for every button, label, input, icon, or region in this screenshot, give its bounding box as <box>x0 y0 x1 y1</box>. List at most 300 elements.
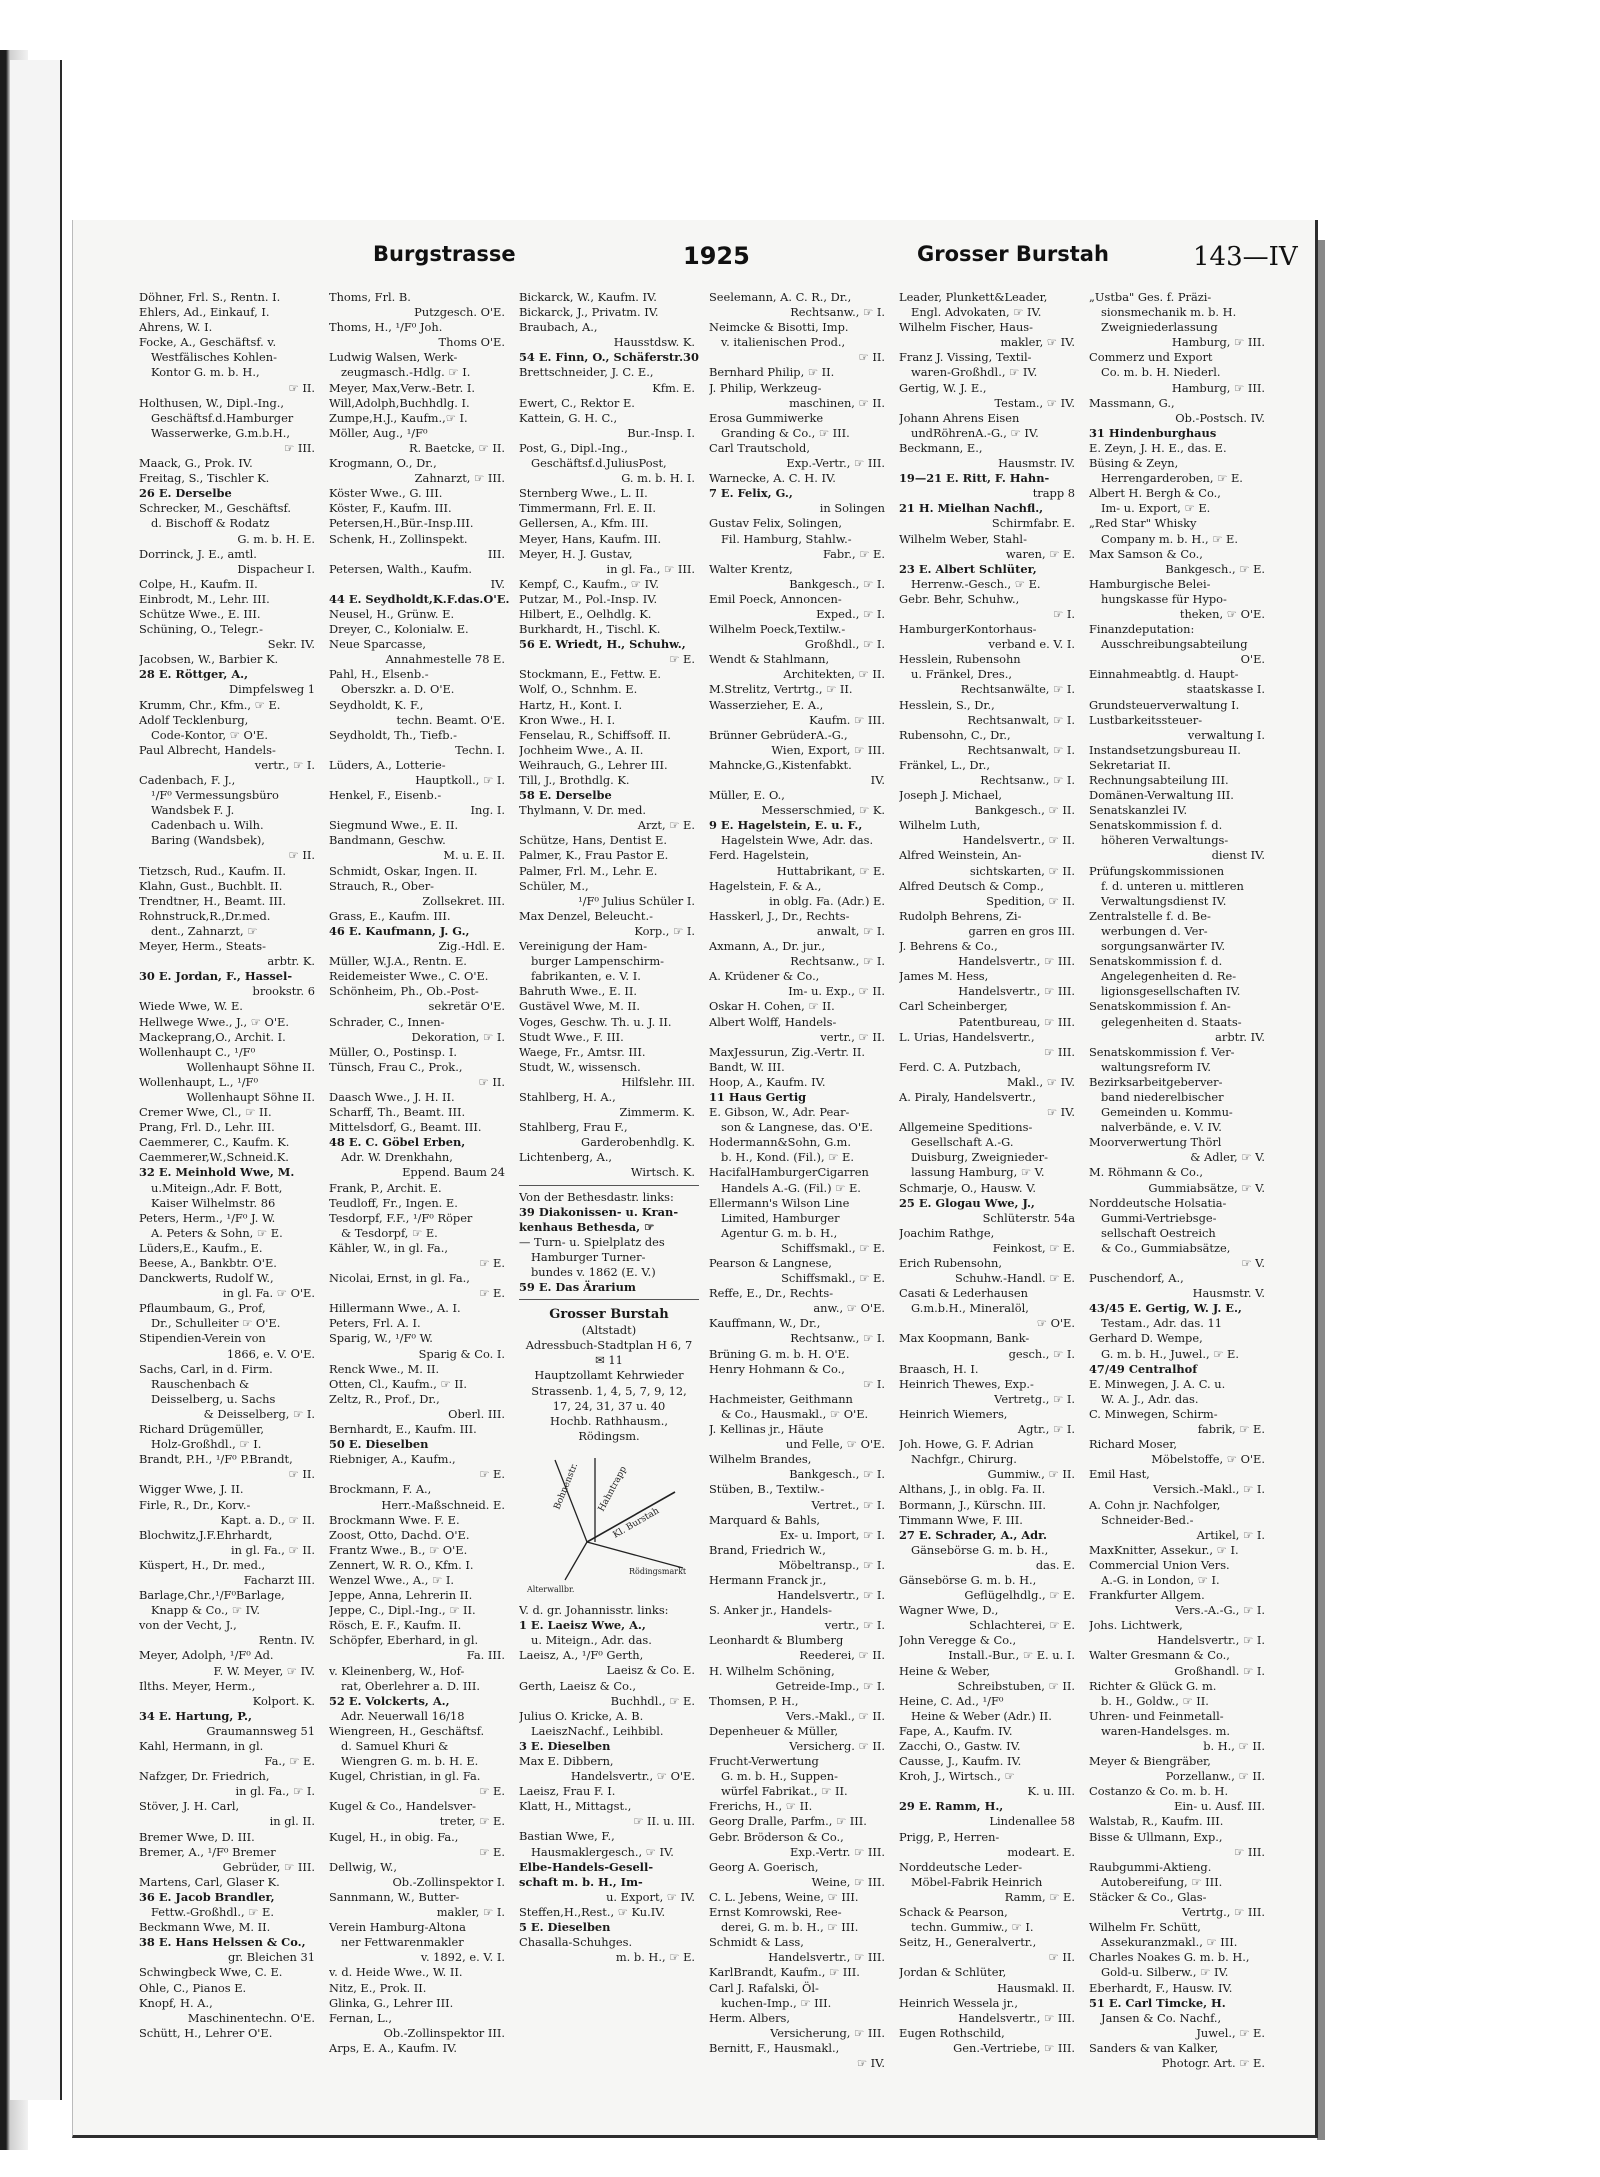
directory-entry: vertr., ☞ II. <box>820 1029 885 1044</box>
directory-entry: Johann Ahrens Eisen <box>899 410 1020 425</box>
map-label-alterwallbr: Alterwallbr. <box>527 1584 575 1594</box>
directory-entry: Bur.-Insp. I. <box>627 425 695 440</box>
directory-entry: Franz J. Vissing, Textil- <box>899 350 1032 365</box>
directory-entry: Wasserzieher, E. A., <box>709 697 824 712</box>
directory-entry: b. H., Kond. (Fil.), ☞ E. <box>721 1150 854 1165</box>
directory-entry: Fa., ☞ E. <box>264 1754 315 1769</box>
directory-entry: Riebniger, A., Kaufm., <box>329 1452 456 1467</box>
directory-entry: ¹/F⁰ Julius Schüler I. <box>578 893 695 908</box>
directory-entry: Stipendien-Verein von <box>139 1331 266 1346</box>
directory-entry: Reidemeister Wwe., C. O'E. <box>329 969 489 984</box>
directory-entry: Reederei, ☞ II. <box>799 1648 885 1663</box>
directory-entry: Walstab, R., Kaufm. III. <box>1089 1814 1224 1829</box>
directory-entry: ☞ III. <box>284 440 315 455</box>
directory-entry: Charles Noakes G. m. b. H., <box>1089 1950 1250 1965</box>
directory-entry: Trendtner, H., Beamt. III. <box>139 893 286 908</box>
directory-entry: Thoms O'E. <box>438 335 505 350</box>
directory-entry: MaxKnitter, Assekur., ☞ I. <box>1089 1542 1239 1557</box>
directory-entry: Causse, J., Kaufm. IV. <box>899 1754 1022 1769</box>
directory-entry: Brockmann, F. A., <box>329 1482 432 1497</box>
directory-entry: & Co., Gummiabsätze, <box>1101 1240 1231 1255</box>
directory-entry: Agtr., ☞ I. <box>1017 1422 1075 1437</box>
directory-entry: Norddeutsche Holsatia- <box>1089 1195 1227 1210</box>
directory-entry: Fränkel, L., Dr., <box>899 757 990 772</box>
directory-entry: Senatskommission f. Ver- <box>1089 1044 1235 1059</box>
directory-entry: modeart. E. <box>1007 1844 1075 1859</box>
directory-entry: würfel Fabrikat., ☞ II. <box>721 1784 848 1799</box>
directory-entry: Instandsetzungsbureau II. <box>1089 742 1241 757</box>
directory-entry: Co. m. b. H. Niederl. <box>1101 365 1221 380</box>
directory-entry: Sekr. IV. <box>267 637 315 652</box>
directory-entry: Ohle, C., Pianos E. <box>139 1980 247 1995</box>
directory-entry: Petersen, Walth., Kaufm. <box>329 561 473 576</box>
directory-entry: Schlüterstr. 54a <box>982 1210 1075 1225</box>
directory-entry: Schüning, O., Telegr.- <box>139 622 264 637</box>
directory-entry: Hauptzollamt Kehrwieder <box>534 1368 684 1383</box>
directory-entry: Tesdorpf, F.F., ¹/F⁰ Röper <box>329 1210 473 1225</box>
directory-entry: Westfälisches Kohlen- <box>151 350 277 365</box>
directory-entry: Peters, Frl. A. I. <box>329 1316 421 1331</box>
directory-entry: Waege, Fr., Amtsr. III. <box>519 1044 646 1059</box>
directory-entry: von der Vecht, J., <box>139 1618 237 1633</box>
directory-entry: Maschinentechn. O'E. <box>187 2010 315 2025</box>
directory-entry: M. u. E. II. <box>443 848 505 863</box>
directory-entry: Daasch Wwe., J. H. II. <box>329 1089 455 1104</box>
directory-entry: Wasserwerke, G.m.b.H., <box>151 425 291 440</box>
header-page-number: 143—IV <box>1193 242 1298 272</box>
directory-entry: E. Zeyn, J. H. E., das. E. <box>1089 440 1227 455</box>
directory-entry: Testam., ☞ IV. <box>994 395 1075 410</box>
directory-entry: waren-Handelsges. m. <box>1101 1723 1231 1738</box>
directory-entry: Pflaumbaum, G., Prof, <box>139 1301 266 1316</box>
directory-entry: Max Koopmann, Bank- <box>899 1331 1030 1346</box>
directory-entry: Bernitt, F., Hausmakl., <box>709 2040 840 2055</box>
directory-entry: Cremer Wwe, Cl., ☞ II. <box>139 1105 272 1120</box>
directory-entry: Agentur G. m. b. H., <box>721 1225 838 1240</box>
street-section-title: Grosser Burstah <box>549 1307 669 1323</box>
directory-entry: Putzgesch. O'E. <box>414 305 505 320</box>
column-4 <box>709 290 889 2120</box>
directory-entry: Schmidt, Oskar, Ingen. II. <box>329 863 478 878</box>
directory-entry: Bankgesch., ☞ E. <box>1165 561 1265 576</box>
directory-entry: kuchen-Imp., ☞ III. <box>721 1995 832 2010</box>
directory-entry: Vers.-A.-G., ☞ I. <box>1175 1603 1265 1618</box>
directory-entry: Kugel, H., in obig. Fa., <box>329 1829 459 1844</box>
directory-entry: b. H., Goldw., ☞ II. <box>1101 1693 1209 1708</box>
directory-entry: 1866, e. V. O'E. <box>226 1346 315 1361</box>
directory-entry: Spedition, ☞ II. <box>986 893 1075 908</box>
directory-entry: u. Fränkel, Dres., <box>911 667 1012 682</box>
directory-entry: Handelsvertr., ☞ II. <box>962 833 1075 848</box>
directory-entry: M. Röhmann & Co., <box>1089 1165 1203 1180</box>
directory-entry: Wolf, O., Schnhm. E. <box>519 682 638 697</box>
directory-entry: Stahlberg, Frau F., <box>519 1120 628 1135</box>
directory-entry: Porzellanw., ☞ II. <box>1165 1769 1265 1784</box>
directory-entry: garren en gros III. <box>968 923 1075 938</box>
directory-entry: Strassenb. 1, 4, 5, 7, 9, 12, <box>531 1383 687 1398</box>
directory-entry: Einnahmeabtlg. d. Haupt- <box>1089 667 1239 682</box>
directory-entry: Einbrodt, M., Lehr. III. <box>139 591 270 606</box>
directory-entry: ☞ II. <box>288 380 315 395</box>
directory-entry: Petersen,H.,Bür.-Insp.III. <box>329 516 474 531</box>
directory-entry: Dimpfelsweg 1 <box>229 682 315 697</box>
directory-entry: Handelsvertr., ☞ I. <box>777 1588 885 1603</box>
directory-entry: Studt Wwe., F. III. <box>519 1029 624 1044</box>
directory-entry: Grundsteuerverwaltung I. <box>1089 697 1240 712</box>
directory-entry: Thoms, H., ¹/F⁰ Joh. <box>329 320 443 335</box>
map-label-hahntrapp: Hahntrapp <box>596 1464 629 1514</box>
directory-entry: O'E. <box>1240 652 1265 667</box>
directory-entry: d. Bischoff & Rodatz <box>151 516 270 531</box>
directory-entry: A. Cohn jr. Nachfolger, <box>1089 1497 1221 1512</box>
directory-entry: verwaltung I. <box>1187 727 1265 742</box>
directory-entry: Gustävel Wwe, M. II. <box>519 999 641 1014</box>
directory-entry: Otten, Cl., Kaufm., ☞ II. <box>329 1376 468 1391</box>
directory-entry: Dekoration, ☞ I. <box>411 1029 505 1044</box>
directory-entry: Fettw.-Großhdl., ☞ E. <box>151 1905 274 1920</box>
directory-entry: Knopf, H. A., <box>139 1995 213 2010</box>
map-street-line <box>587 1542 683 1568</box>
directory-entry: Handelsvertr., ☞ III. <box>768 1950 885 1965</box>
directory-entry: Carl Trautschold, <box>709 440 810 455</box>
map-street-line <box>565 1542 587 1580</box>
directory-entry: Henkel, F., Eisenb.- <box>329 788 442 803</box>
directory-entry: Hesslein, S., Dr., <box>899 697 995 712</box>
house-number-entry: 51 E. Carl Timcke, H. <box>1089 1995 1226 2010</box>
directory-entry: Neusel, H., Grünw. E. <box>329 606 455 621</box>
directory-entry: Hamburger Turner- <box>531 1249 646 1264</box>
directory-entry: F. W. Meyer, ☞ IV. <box>213 1663 315 1678</box>
directory-entry: Schüler, M., <box>519 878 589 893</box>
directory-entry: G. m. b. H. E. <box>237 531 315 546</box>
directory-entry: anwalt, ☞ I. <box>816 923 885 938</box>
directory-entry: Herm. Albers, <box>709 2010 790 2025</box>
directory-entry: Arzt, ☞ E. <box>637 818 695 833</box>
directory-entry: (Altstadt) <box>581 1323 637 1338</box>
house-number-entry: 56 E. Wriedt, H., Schuhw., <box>519 637 686 652</box>
directory-entry: Verein Hamburg-Altona <box>329 1920 466 1935</box>
directory-entry: Handelsvertr., ☞ I. <box>1157 1633 1265 1648</box>
directory-entry: d. Samuel Khuri & <box>341 1739 449 1753</box>
directory-entry: Braasch, H. I. <box>899 1361 979 1376</box>
directory-entry: Fernan, L., <box>329 2010 392 2025</box>
directory-entry: Georg A. Goerisch, <box>709 1859 819 1874</box>
directory-entry: Frank, P., Archit. E. <box>329 1180 442 1195</box>
directory-entry: Kroh, J., Wirtsch., ☞ <box>899 1769 1015 1784</box>
directory-entry: Schirmfabr. E. <box>991 516 1075 531</box>
directory-entry: ¹/F⁰ Vermessungsbüro <box>151 788 279 803</box>
directory-entry: Hausmakl. II. <box>997 1980 1075 1995</box>
directory-entry: Senatskommission f. d. <box>1089 954 1223 969</box>
directory-entry: Wiengren G. m. b. H. E. <box>341 1754 479 1769</box>
directory-entry: ☞ II. u. III. <box>633 1814 695 1829</box>
directory-entry: Ferd. C. A. Putzbach, <box>899 1059 1022 1074</box>
directory-entry: Im- u. Exp., ☞ II. <box>788 984 885 999</box>
directory-entry: Brünner GebrüderA.-G., <box>709 727 848 742</box>
directory-entry: Versich.-Makl., ☞ I. <box>1153 1482 1265 1497</box>
directory-entry: Wilhelm Fischer, Haus- <box>899 320 1033 335</box>
directory-entry: Nafzger, Dr. Friedrich, <box>139 1769 270 1784</box>
directory-entry: Seydholdt, K. F., <box>329 697 424 712</box>
directory-entry: Meyer, H. J. Gustav, <box>519 546 633 561</box>
directory-entry: Brettschneider, J. C. E., <box>519 365 654 380</box>
directory-entry: Hausmstr. IV. <box>998 456 1075 471</box>
directory-entry: Arps, E. A., Kaufm. IV. <box>329 2040 457 2055</box>
directory-entry: Wilhelm Brandes, <box>709 1452 812 1467</box>
directory-entry: Stockmann, E., Fettw. E. <box>519 667 661 682</box>
directory-entry: Alfred Weinstein, An- <box>899 848 1022 863</box>
directory-entry: rat, Oberlehrer a. D. III. <box>341 1678 480 1693</box>
directory-entry: Makl., ☞ IV. <box>1006 1074 1075 1089</box>
directory-entry: LaeiszNachf., Leihbibl. <box>531 1723 664 1738</box>
directory-entry: Kugel & Co., Handelsver- <box>329 1799 476 1814</box>
directory-entry: Assekuranzmakl., ☞ III. <box>1101 1935 1238 1950</box>
directory-entry: „Red Star" Whisky <box>1089 516 1197 531</box>
directory-entry: Maack, G., Prok. IV. <box>139 456 253 471</box>
directory-entry: Duisburg, Zweignieder- <box>911 1150 1048 1165</box>
directory-entry: gesch., ☞ I. <box>1008 1346 1075 1361</box>
directory-entry: Tünsch, Frau C., Prok., <box>329 1059 463 1074</box>
directory-entry: ☞ II. <box>288 1467 315 1482</box>
directory-entry: Engl. Advokaten, ☞ IV. <box>911 305 1042 320</box>
directory-entry: arbtr. IV. <box>1215 1029 1265 1044</box>
directory-entry: Kolport. K. <box>252 1693 315 1708</box>
house-number-entry: 3 E. Dieselben <box>519 1738 611 1753</box>
directory-entry: Erich Rubensohn, <box>899 1256 1003 1270</box>
directory-entry: fabrik, ☞ E. <box>1197 1422 1265 1437</box>
directory-entry: E. Gibson, W., Adr. Pear- <box>709 1105 850 1120</box>
directory-entry: Artikel, ☞ I. <box>1196 1527 1265 1542</box>
directory-entry: Prang, Frl. D., Lehr. III. <box>139 1120 275 1135</box>
directory-entry: Zweigniederlassung <box>1101 320 1218 335</box>
directory-entry: Baring (Wandsbek), <box>151 833 265 848</box>
directory-entry: Ex- u. Import, ☞ I. <box>779 1527 885 1542</box>
directory-entry: Chasalla-Schuhges. <box>519 1935 633 1950</box>
map-label-bohnenstr: Bohnenstr. <box>552 1461 581 1512</box>
directory-entry: u.Miteign.,Adr. F. Bott, <box>151 1180 283 1195</box>
directory-entry: Hasskerl, J., Dr., Rechts- <box>709 908 850 923</box>
directory-entry: Gebr. Behr, Schuhw., <box>899 591 1020 606</box>
directory-entry: A.-G. in London, ☞ I. <box>1101 1572 1220 1587</box>
directory-entry: sionsmechanik m. b. H. <box>1101 305 1237 320</box>
directory-entry: Von der Bethesdastr. links: <box>519 1189 674 1204</box>
directory-entry: v. Kleinenberg, W., Hof- <box>329 1663 465 1678</box>
directory-entry: Danckwerts, Rudolf W., <box>139 1271 274 1286</box>
directory-entry: f. d. unteren u. mittleren <box>1101 878 1244 893</box>
directory-entry: Sternberg Wwe., L. II. <box>519 486 648 501</box>
directory-entry: Dispacheur I. <box>237 561 315 576</box>
directory-entry: Stüben, B., Textilw.- <box>709 1482 825 1497</box>
section-divider <box>519 1185 699 1186</box>
directory-entry: Adressbuch-Stadtplan H 6, 7 <box>525 1338 693 1353</box>
directory-entry: Limited, Hamburger <box>721 1210 840 1225</box>
directory-entry: Wilhelm Poeck,Textilw.- <box>709 622 846 637</box>
directory-entry: Hauptkoll., ☞ I. <box>415 773 505 787</box>
directory-entry: Sparig & Co. I. <box>418 1346 505 1361</box>
directory-entry: Lindenallee 58 <box>989 1814 1075 1829</box>
directory-entry: Wiengreen, H., Geschäftsf. <box>329 1723 485 1738</box>
directory-entry: Frankfurter Allgem. <box>1089 1588 1205 1603</box>
directory-entry: Bankgesch., ☞ I. <box>789 576 885 591</box>
directory-entry: Architekten, ☞ II. <box>783 667 885 682</box>
directory-entry: Jeppe, Anna, Lehrerin II. <box>329 1588 473 1603</box>
directory-entry: Stahlberg, H. A., <box>519 1089 616 1104</box>
directory-entry: Lüders, A., Lotterie- <box>329 757 446 772</box>
directory-entry: „Ustba" Ges. f. Präzi- <box>1089 290 1212 304</box>
directory-entry: Wollenhaupt C., ¹/F⁰ <box>139 1044 256 1059</box>
directory-entry: Wien, Export, ☞ III. <box>771 742 885 757</box>
directory-entry: Gummi-Vertriebsge- <box>1101 1210 1217 1225</box>
directory-entry: Gerth, Laeisz & Co., <box>519 1678 637 1693</box>
house-number-entry: 1 E. Laeisz Wwe, A., <box>519 1618 646 1633</box>
directory-entry: Holz-Großhdl., ☞ I. <box>151 1437 262 1452</box>
directory-entry: Hamburgische Belei- <box>1089 576 1211 591</box>
directory-entry: Bickarck, W., Kaufm. IV. <box>519 290 657 304</box>
directory-entry: Senatskommission f. An- <box>1089 999 1231 1014</box>
directory-entry: Kontor G. m. b. H., <box>151 365 260 380</box>
directory-entry: ☞ III. <box>1234 1844 1265 1859</box>
directory-entry: Cadenbach, F. J., <box>139 773 236 787</box>
directory-entry: Graumannsweg 51 <box>206 1723 315 1738</box>
directory-entry: ☞ III. <box>1044 1044 1075 1059</box>
house-number-entry: 48 E. C. Göbel Erben, <box>329 1135 466 1150</box>
directory-entry: vertr., ☞ I. <box>824 1618 885 1633</box>
directory-entry: Korp., ☞ I. <box>634 923 695 938</box>
directory-entry: Feinkost, ☞ E. <box>992 1240 1075 1255</box>
directory-entry: gelegenheiten d. Staats- <box>1101 1014 1242 1029</box>
directory-entry: Nitz, E., Prok. II. <box>329 1980 427 1995</box>
directory-entry: ligionsgesellschaften IV. <box>1101 984 1241 999</box>
column-6 <box>1089 290 1269 2120</box>
house-number-entry: 58 E. Derselbe <box>519 788 612 803</box>
directory-entry: ☞ E. <box>479 1784 505 1799</box>
directory-entry: Lustbarkeitssteuer- <box>1089 712 1203 727</box>
directory-entry: Köster, F., Kaufm. III. <box>329 501 452 516</box>
house-number-entry: 46 E. Kaufmann, J. G., <box>329 923 470 938</box>
directory-entry: Herrengarderoben, ☞ E. <box>1101 471 1243 486</box>
directory-entry: Schmarje, O., Hausw. V. <box>899 1180 1037 1195</box>
directory-entry: Testam., Adr. das. 11 <box>1101 1316 1222 1331</box>
directory-entry: Max Samson & Co., <box>1089 546 1203 561</box>
directory-entry: Frantz Wwe., B., ☞ O'E. <box>329 1542 468 1557</box>
directory-entry: Schlachterei, ☞ E. <box>969 1618 1075 1633</box>
directory-entry: undRöhrenA.-G., ☞ IV. <box>911 425 1039 440</box>
directory-entry: Thoms, Frl. B. <box>329 290 411 304</box>
directory-entry: Emil Hast, <box>1089 1467 1150 1482</box>
directory-entry: Burkhardt, H., Tischl. K. <box>519 622 661 637</box>
directory-entry: Weihrauch, G., Lehrer III. <box>519 757 668 772</box>
directory-entry: Palmer, K., Frau Pastor E. <box>519 848 669 863</box>
header-street-left: Burgstrasse <box>373 242 516 266</box>
directory-entry: Deisselberg, u. Sachs <box>151 1391 276 1406</box>
directory-entry: Fape, A., Kaufm. IV. <box>899 1723 1013 1738</box>
directory-entry: Gebr. Bröderson & Co., <box>709 1829 844 1844</box>
directory-entry: Frerichs, H., ☞ II. <box>709 1799 813 1814</box>
directory-entry: Wollenhaupt Söhne II. <box>186 1059 315 1074</box>
directory-entry: Gummiabsätze, ☞ V. <box>1148 1180 1265 1195</box>
directory-entry: Frucht-Verwertung <box>709 1754 819 1769</box>
directory-entry: Wigger Wwe, J. II. <box>139 1482 244 1497</box>
directory-entry: Walter Krentz, <box>709 561 793 576</box>
directory-entry: Ludwig Walsen, Werk- <box>329 350 458 365</box>
directory-entry: Hillermann Wwe., A. I. <box>329 1301 461 1316</box>
house-number-entry: 25 E. Glogau Wwe, J., <box>899 1195 1035 1210</box>
directory-entry: Laeisz, A., ¹/F⁰ Gerth, <box>519 1648 644 1663</box>
directory-entry: Zentralstelle f. d. Be- <box>1089 908 1211 923</box>
directory-entry: hungskasse für Hypo- <box>1101 591 1227 606</box>
directory-entry: Döhner, Frl. S., Rentn. I. <box>139 290 281 304</box>
directory-entry: Rentn. IV. <box>258 1633 315 1648</box>
directory-entry: höheren Verwaltungs- <box>1101 833 1229 848</box>
directory-entry: Hoop, A., Kaufm. IV. <box>709 1074 826 1089</box>
directory-entry: IV. <box>870 773 885 787</box>
directory-entry: trapp 8 <box>1032 486 1075 501</box>
directory-entry: Kaiser Wilhelmstr. 86 <box>151 1195 276 1210</box>
directory-entry: Geflügelhdlg., ☞ E. <box>964 1588 1075 1603</box>
directory-entry: Möbeltransp., ☞ I. <box>778 1557 885 1572</box>
directory-entry: ☞ E. <box>479 1286 505 1301</box>
directory-entry: Zoost, Otto, Dachd. O'E. <box>329 1527 470 1542</box>
directory-entry: Schneider-Bed.- <box>1101 1512 1194 1527</box>
directory-entry: sorgungsanwärter IV. <box>1101 939 1226 954</box>
directory-entry: Ferd. Hagelstein, <box>709 848 810 863</box>
directory-entry: Autobereifung, ☞ III. <box>1101 1874 1223 1889</box>
directory-entry: Schöpfer, Eberhard, in gl. <box>329 1633 479 1648</box>
directory-entry: Erosa Gummiwerke <box>709 410 824 425</box>
directory-entry: Garderobenhdlg. K. <box>581 1135 695 1150</box>
directory-entry: V. d. gr. Johannisstr. links: <box>519 1603 669 1618</box>
directory-entry: Adr. Neuerwall 16/18 <box>341 1708 465 1723</box>
directory-entry: Sachs, Carl, in d. Firm. <box>139 1361 273 1376</box>
directory-entry: band niederelbischer <box>1101 1089 1224 1104</box>
directory-entry: Geschäftsf.d.Hamburger <box>151 410 294 425</box>
directory-entry: Kron Wwe., H. I. <box>519 712 616 727</box>
directory-entry: Heinrich Thewes, Exp.- <box>899 1376 1034 1391</box>
directory-entry: Renck Wwe., M. II. <box>329 1361 440 1376</box>
directory-entry: Strauch, R., Ober- <box>329 878 435 893</box>
directory-entry: Ehlers, Ad., Einkauf, I. <box>139 305 270 320</box>
directory-entry: IV. <box>490 576 505 591</box>
directory-entry: dent., Zahnarzt, ☞ <box>151 923 258 938</box>
directory-entry: Marquard & Bahls, <box>709 1512 821 1527</box>
directory-entry: Müller, O., Postinsp. I. <box>329 1044 457 1059</box>
directory-entry: Müller, W.J.A., Rentn. E. <box>329 954 467 969</box>
directory-entry: Hausmaklergesch., ☞ IV. <box>531 1844 674 1859</box>
directory-entry: Axmann, A., Dr. jur., <box>709 939 826 954</box>
directory-entry: burger Lampenschirm- <box>531 954 664 969</box>
house-number-entry: 19—21 E. Ritt, F. Hahn- <box>899 471 1050 486</box>
directory-entry: Bremer Wwe, D. III. <box>139 1829 255 1844</box>
directory-entry: ☞ II. <box>858 350 885 365</box>
directory-entry: Depenheuer & Müller, <box>709 1723 839 1738</box>
directory-entry: Zennert, W. R. O., Kfm. I. <box>329 1557 474 1572</box>
directory-entry: S. Anker jr., Handels- <box>709 1603 832 1618</box>
map-label-kl-burstah: Kl. Burstah <box>611 1506 662 1541</box>
directory-entry: H. Wilhelm Schöning, <box>709 1663 835 1678</box>
directory-entry: Fil. Hamburg, Stahlw.- <box>721 531 852 546</box>
directory-entry: Cadenbach u. Wilh. <box>151 818 264 833</box>
directory-entry: theken, ☞ O'E. <box>1179 606 1265 621</box>
directory-entry: Firle, R., Dr., Korv.- <box>139 1497 251 1512</box>
directory-entry: Mackeprang,O., Archit. I. <box>139 1029 286 1044</box>
directory-entry: ☞ IV. <box>1046 1105 1075 1120</box>
directory-entry: Rauschenbach & <box>151 1376 250 1391</box>
directory-entry: Kähler, W., in gl. Fa., <box>329 1240 448 1255</box>
directory-entry: Dorrinck, J. E., amtl. <box>139 546 257 561</box>
directory-entry: Fabr., ☞ E. <box>822 546 885 561</box>
directory-entry: Bremer, A., ¹/F⁰ Bremer <box>139 1844 276 1859</box>
directory-entry: Vereinigung der Ham- <box>519 939 648 954</box>
